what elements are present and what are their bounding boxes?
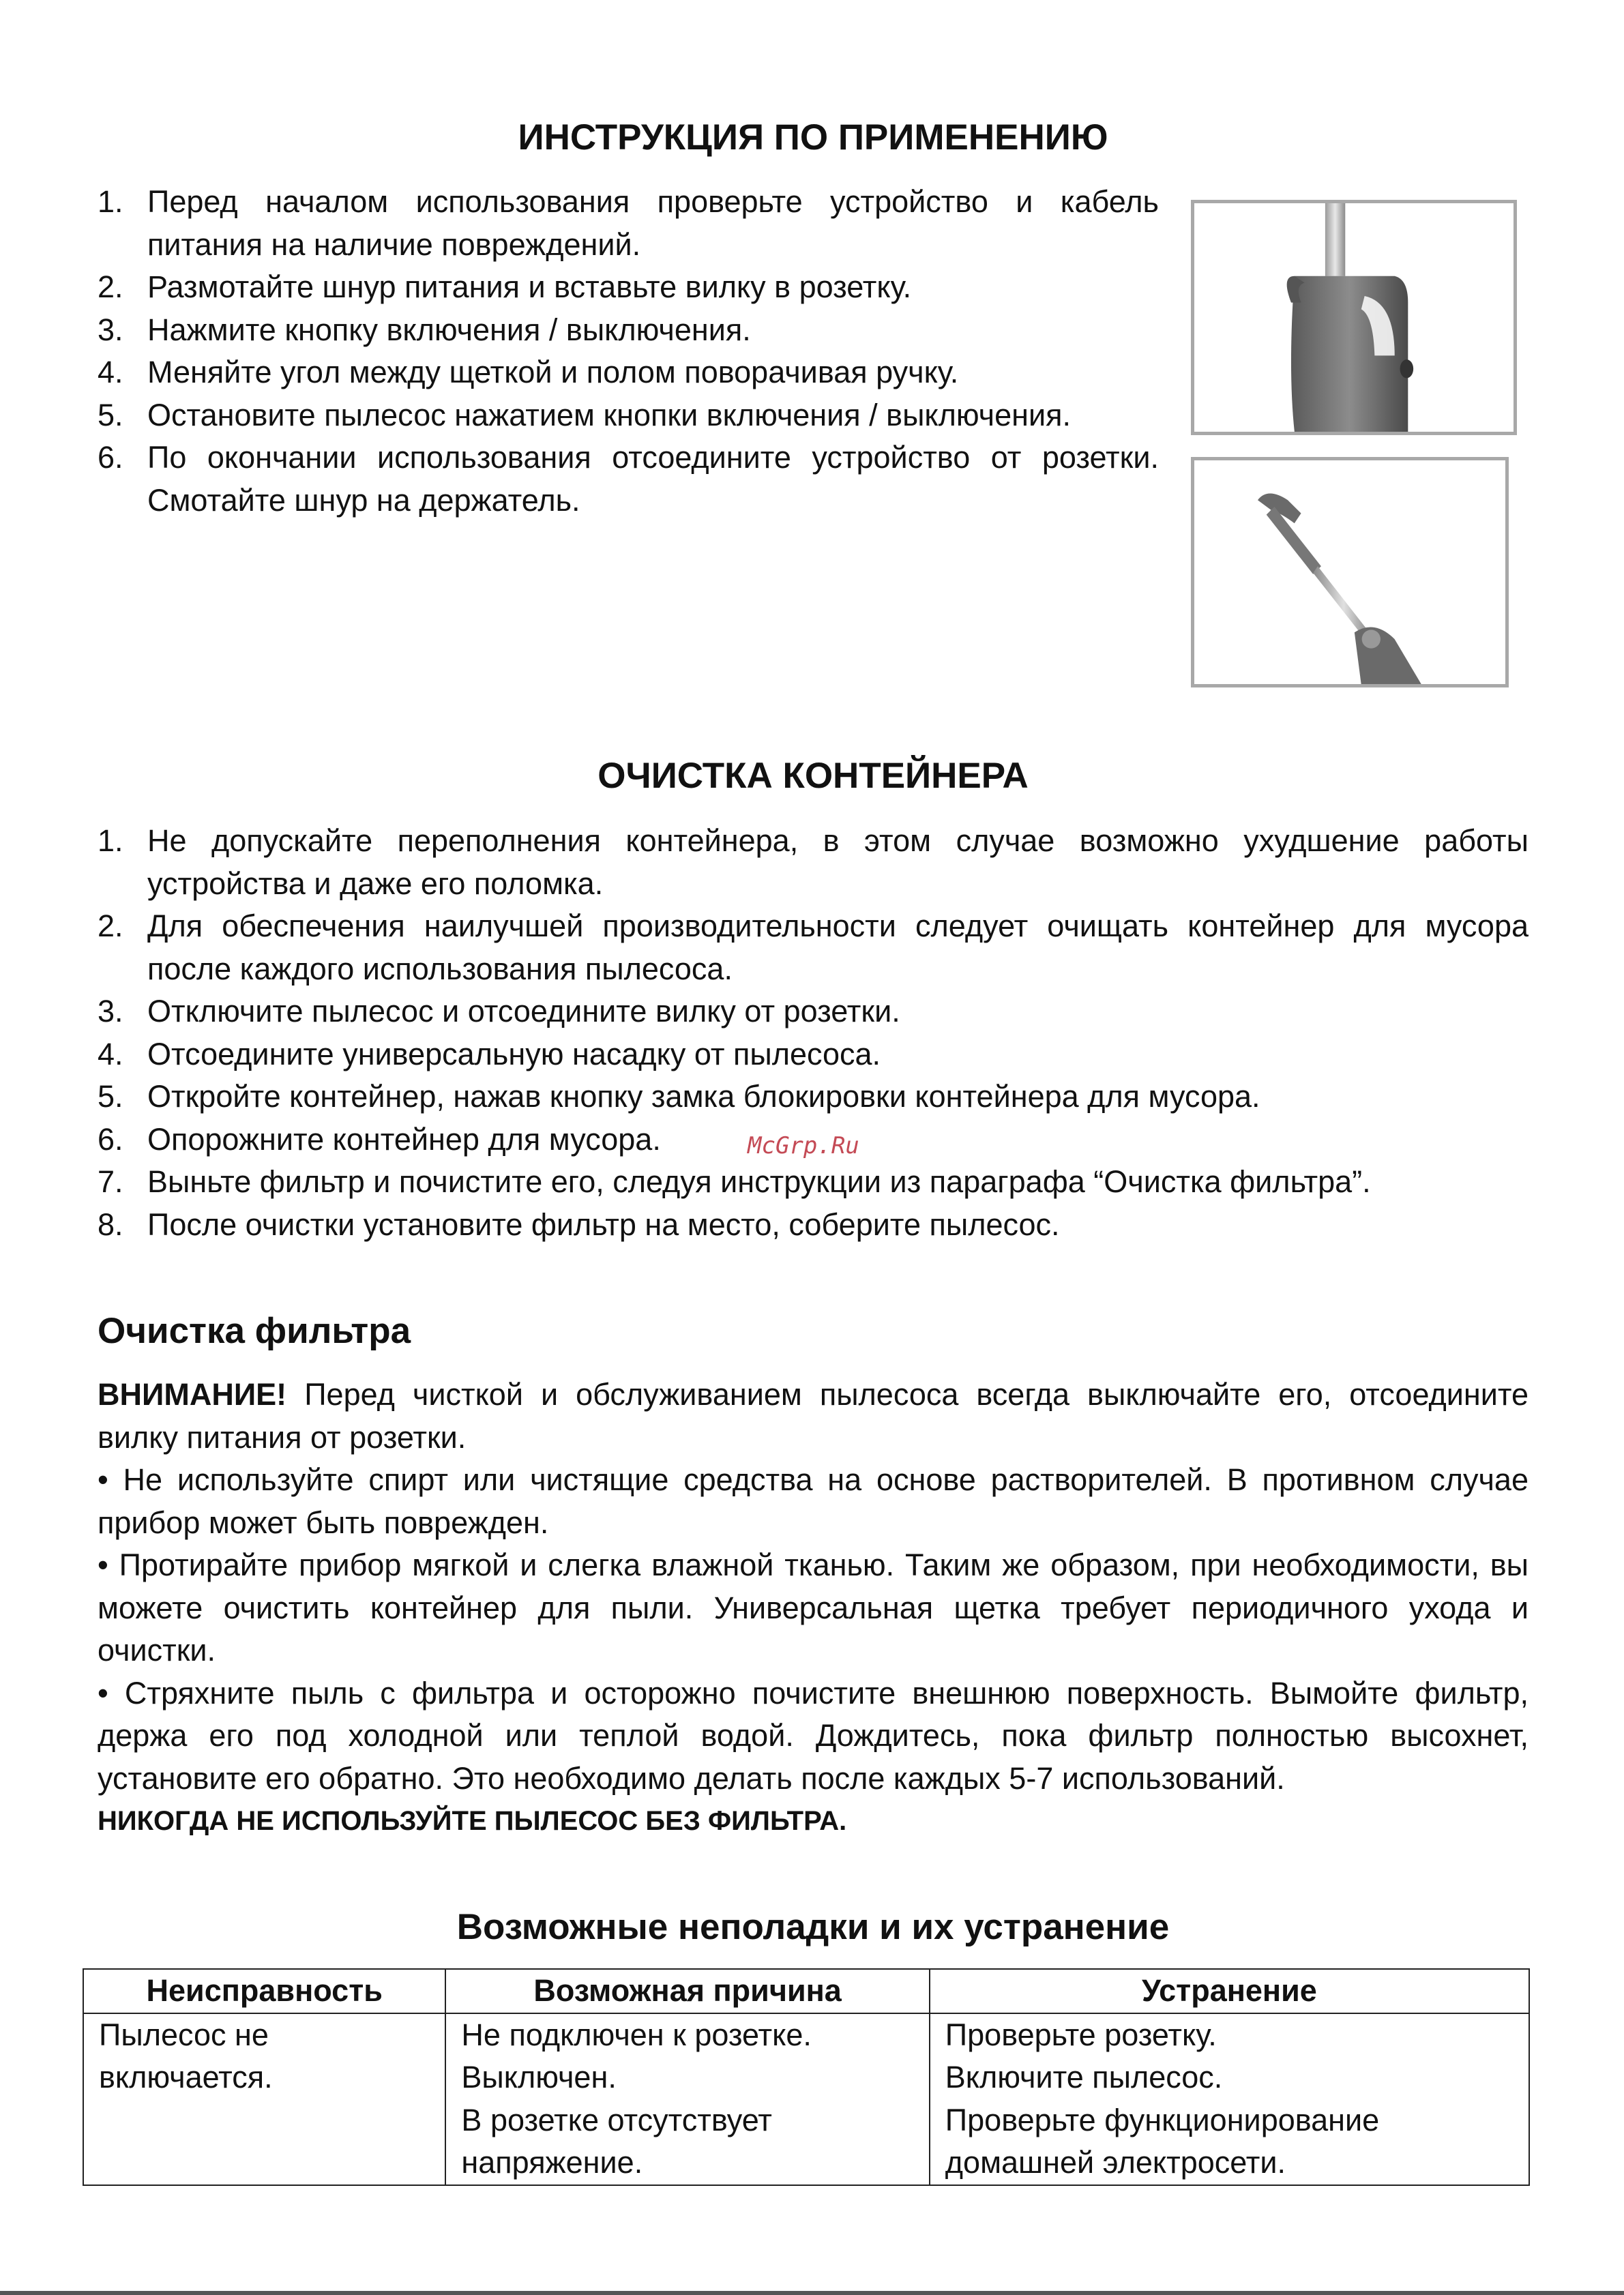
troubleshooting-table	[83, 1968, 1530, 2186]
table-row	[83, 2013, 1529, 2185]
filter-title: Очистка фильтра	[98, 1311, 411, 1351]
warning-label: ВНИМАНИЕ!	[98, 1377, 287, 1412]
instructions-list	[98, 181, 1159, 522]
filter-body	[98, 1374, 1529, 1843]
warning-paragraph: ВНИМАНИЕ! Перед чисткой и обслуживанием пылесоса всегда выключайте его, отсоедините вилку питания от розетки.	[98, 1377, 1529, 1455]
instructions-title: ИНСТРУКЦИЯ ПО ПРИМЕНЕНИЮ	[518, 117, 1108, 158]
list-item: 2. Размотайте шнур питания и вставьте вилку в розетку.	[98, 269, 912, 304]
list-item: 6. Опорожните контейнер для мусора.	[98, 1121, 661, 1157]
list-item: 7. Выньте фильтр и почистите его, следуя инструкции из параграфа “Очистка фильтра”.	[98, 1164, 1371, 1199]
filter-bullet: • Стряхните пыль с фильтра и осторожно почистите внешнюю поверхность. Вымойте фильтр, держа его под холодной или теплой водой. Дождитесь, пока фильтр полностью высохнет, установите его обратно. Это необходимо делать после каждых 5-7 использований.	[98, 1675, 1529, 1796]
cell-fix: Проверьте розетку. Включите пылесос. Проверьте функционирование домашней электросети.	[930, 2013, 1529, 2185]
list-item: 8. После очистки установите фильтр на место, соберите пылесос.	[98, 1206, 1060, 1242]
container-title: ОЧИСТКА КОНТЕЙНЕРА	[597, 756, 1029, 796]
vacuum-tilted-image	[1191, 457, 1509, 687]
cell-fault: Пылесос не включается.	[83, 2013, 445, 2185]
vacuum-handle-image	[1191, 200, 1517, 435]
header-fault: Неисправность	[83, 1969, 445, 2013]
list-item: 4. Меняйте угол между щеткой и полом поворачивая ручку.	[98, 355, 959, 389]
list-item: 1. Не допускайте переполнения контейнера, в этом случае возможно ухудшение работы устройства и даже его поломка.	[98, 823, 1529, 901]
list-item: 3. Отключите пылесос и отсоедините вилку от розетки.	[98, 994, 900, 1028]
list-item: 5. Откройте контейнер, нажав кнопку замка блокировки контейнера для мусора.	[98, 1079, 1260, 1114]
cell-cause: Не подключен к розетке. Выключен. В розетке отсутствует напряжение.	[445, 2013, 929, 2185]
list-item: 5. Остановите пылесос нажатием кнопки включения / выключения.	[98, 397, 1071, 432]
list-item: 1. Перед началом использования проверьте устройство и кабель питания на наличие повреждений.	[98, 184, 1159, 262]
list-item: 6. По окончании использования отсоедините устройство от розетки. Смотайте шнур на держатель.	[98, 440, 1159, 518]
list-item: 2. Для обеспечения наилучшей производительности следует очищать контейнер для мусора после каждого использования пылесоса.	[98, 908, 1529, 986]
container-list	[98, 820, 1529, 1246]
list-item: 3. Нажмите кнопку включения / выключения.	[98, 312, 751, 347]
list-item: 4. Отсоедините универсальную насадку от пылесоса.	[98, 1036, 881, 1071]
never-warning: НИКОГДА НЕ ИСПОЛЬЗУЙТЕ ПЫЛЕСОС БЕЗ ФИЛЬТРА.	[98, 1806, 847, 1836]
troubleshooting-title: Возможные неполадки и их устранение	[456, 1907, 1170, 1947]
table-header-row	[83, 1969, 1529, 2013]
filter-bullet: • Не используйте спирт или чистящие средства на основе растворителей. В противном случае прибор может быть поврежден.	[98, 1462, 1529, 1540]
header-cause: Возможная причина	[445, 1969, 929, 2013]
header-fix: Устранение	[930, 1969, 1529, 2013]
filter-bullet: • Протирайте прибор мягкой и слегка влажной тканью. Таким же образом, при необходимости, вы можете очистить контейнер для пыли. Универсальная щетка требует периодичного ухода и очистки.	[98, 1548, 1529, 1668]
page-bottom-rule	[0, 2291, 1624, 2295]
watermark-text: McGrp.Ru	[748, 1132, 859, 1159]
